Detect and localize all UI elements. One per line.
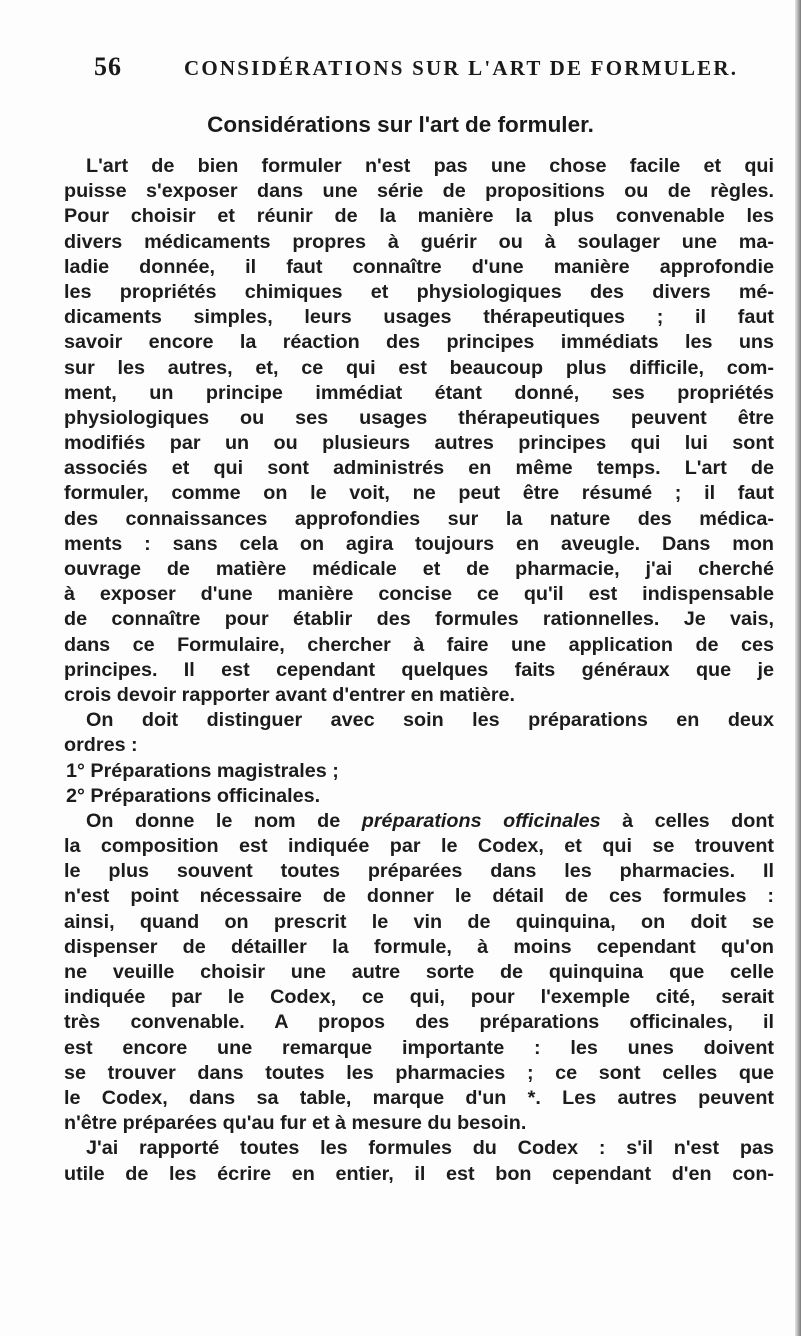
text-fragment: On donne le nom de [86,809,362,832]
text-line: des connaissances approfondies sur la nature des médica- [64,507,774,530]
text-line: indiquée par le Codex, ce qui, pour l'exemple cité, serait [64,986,774,1009]
text-line: n'être préparées qu'au fur et à mesure du besoin. [64,1112,527,1135]
text-line: dicaments simples, leurs usages thérapeutiques ; il faut [64,306,774,329]
running-head: CONSIDÉRATIONS SUR L'ART DE FORMULER. [184,56,739,80]
text-line: ordres : [64,734,138,757]
text-line: Pour choisir et réunir de la manière la plus convenable les [64,205,774,228]
page-header [94,52,754,86]
section-title: Considérations sur l'art de formuler. [207,112,594,137]
text-line: ouvrage de matière médicale et de pharmacie, j'ai cherché [64,558,774,580]
text-line: utile de les écrire en entier, il est bon cependant d'en con- [64,1162,774,1185]
text-fragment: à celles dont [600,809,775,832]
text-line: les propriétés chimiques et physiologiques des divers mé- [64,280,774,303]
page-edge-shadow [795,0,801,1336]
list-item: 1° Préparations magistrales ; [66,759,339,782]
text-line: n'est point nécessaire de donner le détail de ces formules : [64,885,774,908]
text-line: divers médicaments propres à guérir ou à soulager une ma- [64,230,774,253]
text-line: la composition est indiquée par le Codex, et qui se trouvent [64,835,774,858]
text-line: puisse s'exposer dans une série de propositions ou de règles. [64,180,774,203]
text-line: ments : sans cela on agira toujours en aveugle. Dans mon [64,532,774,555]
text-line: ne veuille choisir une autre sorte de quinquina que celle [64,961,774,983]
text-line: ment, un principe immédiat étant donné, ses propriétés [64,381,774,404]
text-line: formuler, comme on le voit, ne peut être résumé ; il faut [64,482,774,505]
text-line: J'ai rapporté toutes les formules du Codex : s'il n'est pas [86,1137,774,1160]
text-line: de connaître pour établir des formules rationnelles. Je vais, [64,608,774,631]
text-line: très convenable. A propos des préparations officinales, il [64,1011,774,1034]
text-line: modifiés par un ou plusieurs autres principes qui lui sont [64,432,774,455]
text-line: On doit distinguer avec soin les préparations en deux [86,709,774,732]
text-line: dispenser de détailler la formule, à moins cependant qu'on [64,935,774,958]
text-line: crois devoir rapporter avant d'entrer en matière. [64,683,516,706]
text-line: physiologiques ou ses usages thérapeutiques peuvent être [64,406,774,429]
text-line: à exposer d'une manière concise ce qu'il est indispensable [64,583,774,606]
text-line: le plus souvent toutes préparées dans les pharmacies. Il [64,860,774,883]
text-line [64,809,774,834]
text-line: associés et qui sont administrés en même temps. L'art de [64,457,774,480]
text-line: sur les autres, et, ce qui est beaucoup plus difficile, com- [64,356,774,379]
text-line: ladie donnée, il faut connaître d'une manière approfondie [64,255,774,278]
text-line: dans ce Formulaire, chercher à faire une application de ces [64,633,774,656]
text-line: ainsi, quand on prescrit le vin de quinquina, on doit se [64,910,774,933]
text-line: le Codex, dans sa table, marque d'un *. Les autres peuvent [64,1086,774,1109]
list-item: 2° Préparations officinales. [66,784,321,807]
text-line: est encore une remarque importante : les unes doivent [64,1036,774,1059]
text-line: se trouver dans toutes les pharmacies ; ce sont celles que [64,1061,774,1084]
body-text [64,154,774,1187]
text-line: savoir encore la réaction des principes immédiats les uns [64,331,774,354]
text-line: L'art de bien formuler n'est pas une chose facile et qui [86,155,774,177]
page-number: 56 [94,52,122,81]
italic-term: préparations officinales [361,809,601,832]
text-line: principes. Il est cependant quelques faits généraux que je [64,658,774,681]
